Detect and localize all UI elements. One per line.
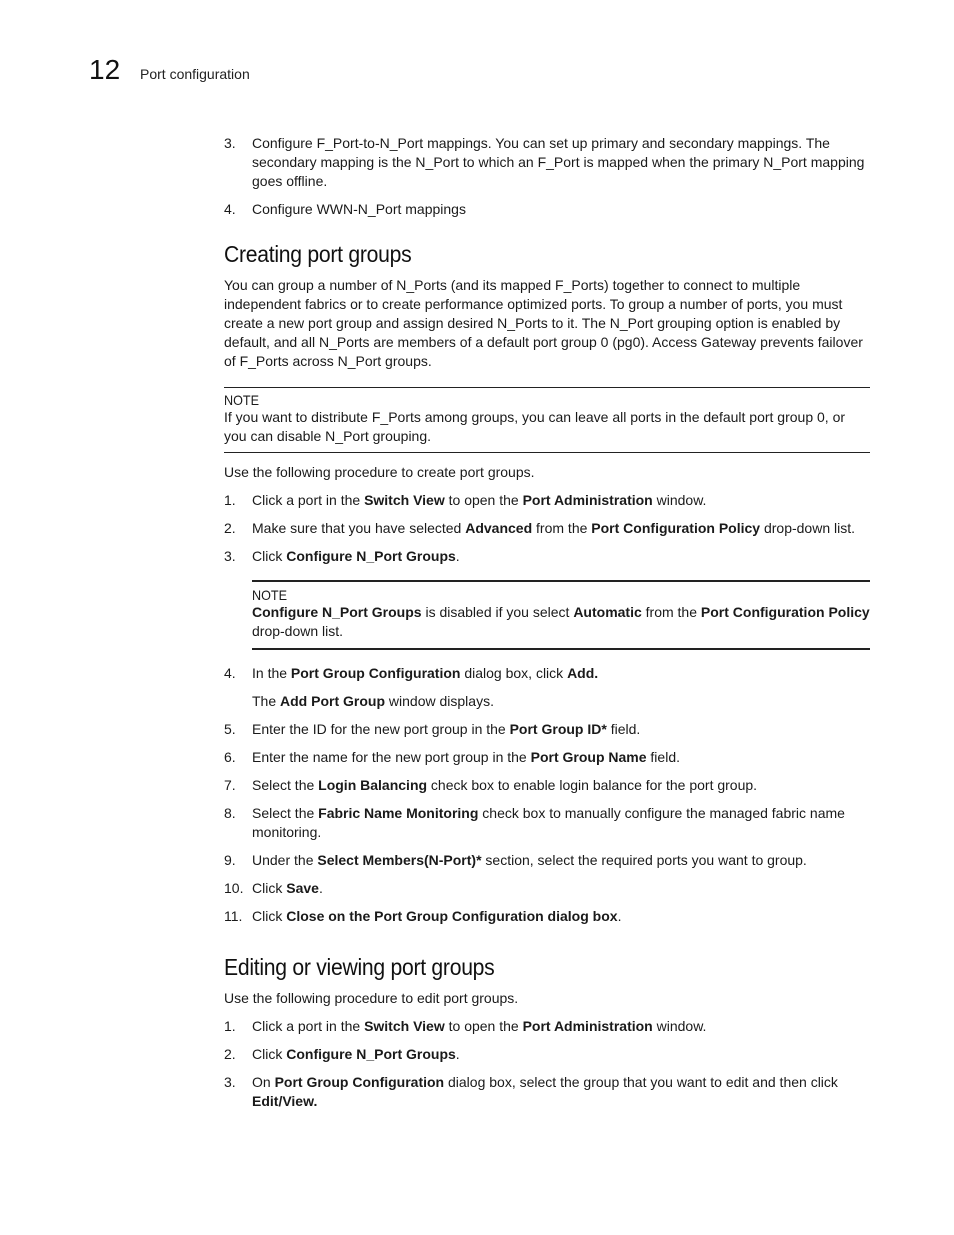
create-step-3: 3. Click Configure N_Port Groups. xyxy=(224,548,460,564)
note-title: NOTE xyxy=(252,587,288,603)
edit-step-list xyxy=(224,1017,870,1111)
note-distribute-fports xyxy=(224,387,870,453)
edit-step-2: 2. Click Configure N_Port Groups. xyxy=(224,1046,460,1062)
configure-nport-groups-term: Configure N_Port Groups xyxy=(286,548,456,564)
port-administration-term: Port Administration xyxy=(522,492,653,508)
create-step-11: 11. Click Close on the Port Group Configuration dialog box. xyxy=(224,908,622,924)
create-step-4: 4. In the Port Group Configuration dialog box, click Add. xyxy=(224,665,599,681)
note-text: If you want to distribute F_Ports among groups, you can leave all ports in the default port group 0, or you can disable N_Port grouping. xyxy=(224,409,846,444)
intro-step-4: 4. Configure WWN-N_Port mappings xyxy=(224,201,466,217)
intro-step-3: 3. Configure F_Port-to-N_Port mappings. You can set up primary and secondary mappings. The secondary mapping is the N_Port to which an F_Port is mapped when the primary N_Port mapping goes offline. xyxy=(224,135,865,189)
create-step-6: 6. Enter the name for the new port group in the Port Group Name field. xyxy=(224,749,680,765)
switch-view-term: Switch View xyxy=(364,492,445,508)
create-step-7: 7. Select the Login Balancing check box to enable login balance for the port group. xyxy=(224,777,758,793)
create-step-4-result: The Add Port Group window displays. xyxy=(252,693,494,709)
chapter-title: Port configuration xyxy=(140,66,250,82)
chapter-number: 12 xyxy=(89,54,121,85)
create-step-list xyxy=(224,491,870,566)
advanced-term: Advanced xyxy=(465,520,533,536)
note-configure-disabled xyxy=(252,580,870,650)
creating-intro-paragraph: You can group a number of N_Ports (and its mapped F_Ports) together to connect to multiple independent fabrics or to create performance optimized ports. To group a number of ports, you must create a new port group and assign desired N_Ports to it. The N_Port grouping option is enabled by default, and all N_Ports are members of a default port group 0 (pg0). Access Gateway prevents failover of F_Ports across N_Port groups. xyxy=(224,277,863,369)
create-procedure-intro: Use the following procedure to create port groups. xyxy=(224,464,535,480)
port-config-policy-term: Port Configuration Policy xyxy=(591,520,761,536)
editing-port-groups-heading: Editing or viewing port groups xyxy=(224,954,495,980)
edit-step-3: 3. On Port Group Configuration dialog box, select the group that you want to edit and then click Edit/View. xyxy=(224,1074,838,1109)
edit-procedure-intro: Use the following procedure to edit port groups. xyxy=(224,990,519,1006)
create-step-5: 5. Enter the ID for the new port group in the Port Group ID* field. xyxy=(224,721,641,737)
note-text: Configure N_Port Groups is disabled if you select Automatic from the Port Configuration Policy drop-down list. xyxy=(252,604,870,639)
create-step-9: 9. Under the Select Members(N-Port)* section, select the required ports you want to group. xyxy=(224,852,807,868)
create-step-list-rest xyxy=(224,720,870,926)
creating-port-groups-heading: Creating port groups xyxy=(224,241,412,267)
create-step-10: 10. Click Save. xyxy=(224,880,323,896)
note-title: NOTE xyxy=(224,392,260,408)
edit-step-1: 1. Click a port in the Switch View to open the Port Administration window. xyxy=(224,1018,707,1034)
create-step-8: 8. Select the Fabric Name Monitoring check box to manually configure the managed fabric name monitoring. xyxy=(224,805,845,840)
page-content xyxy=(224,134,870,1120)
create-step-list-continued xyxy=(224,664,870,683)
intro-step-list xyxy=(224,134,870,219)
create-step-2: 2. Make sure that you have selected Advanced from the Port Configuration Policy drop-down list. xyxy=(224,520,856,536)
create-step-1: 1. Click a port in the Switch View to open the Port Administration window. xyxy=(224,492,707,508)
